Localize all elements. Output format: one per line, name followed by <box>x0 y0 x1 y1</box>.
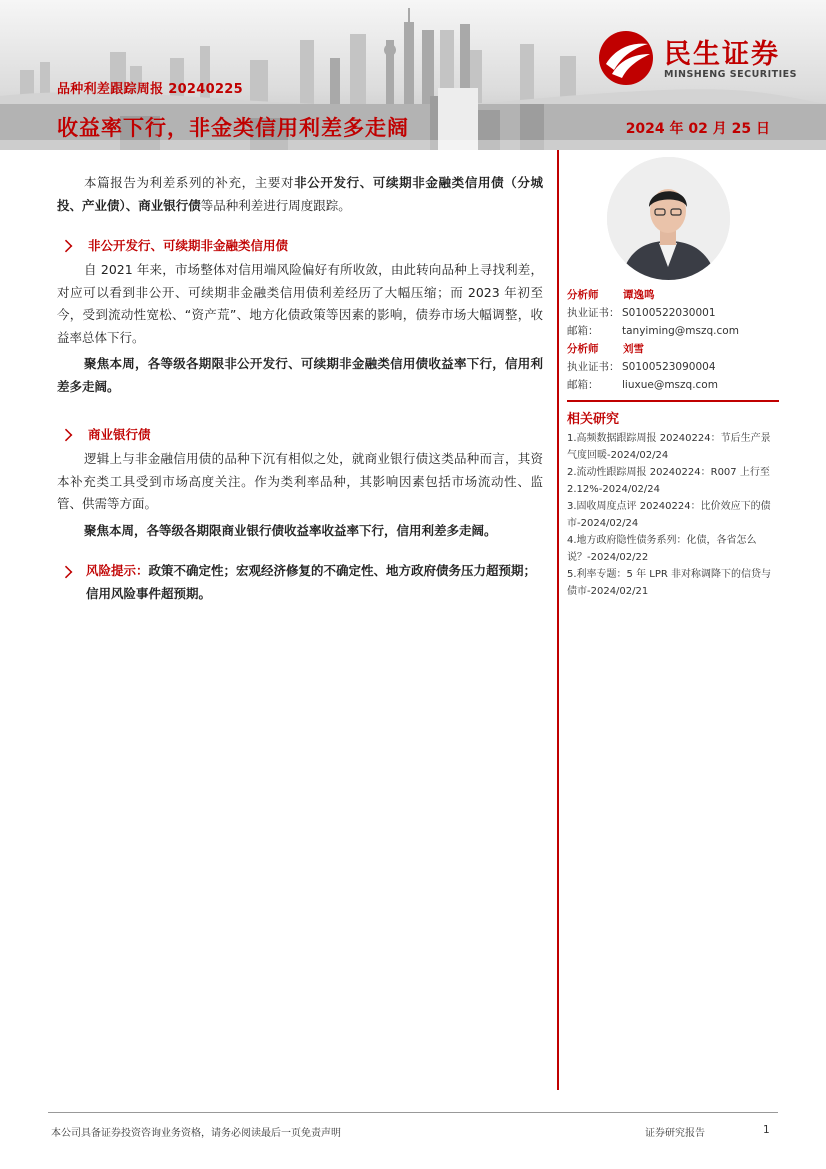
analyst-info: 分析师 谭逸鸣 执业证书： S0100522030001 邮箱： tanyiming@mszq.com 分析师 刘雪 执业证书： S0100523090004 邮箱： liuxue@mszq.com <box>567 286 787 394</box>
risk-text: 政策不确定性；宏观经济修复的不确定性、地方政府债务压力超预期；信用风险事件超预期。 <box>86 563 537 601</box>
analyst-2-cert: S0100523090004 <box>622 361 716 373</box>
section2-paragraph: 逻辑上与非金融信用债的品种下沉有相似之处，就商业银行债这类品种而言，其资本补充类工具受到市场高度关注。作为类利率品种，其影响因素包括市场流动性、监管、供需等方面。 <box>57 451 543 511</box>
main-content <box>57 172 543 605</box>
related-item[interactable]: 5.利率专题：5 年 LPR 非对称调降下的信贷与债市-2024/02/21 <box>567 569 771 597</box>
related-item[interactable]: 4.地方政府隐性债务系列：化债，各省怎么说？-2024/02/22 <box>567 535 757 563</box>
report-title: 收益率下行，非金类信用利差多走阔 <box>57 116 409 140</box>
analyst-1-name: 谭逸鸣 <box>623 289 655 301</box>
related-research-list <box>567 430 779 600</box>
analyst-2-name: 刘雪 <box>623 343 644 355</box>
section-heading-bank-bonds: 商业银行债 <box>57 424 543 446</box>
minsheng-logo-mark-icon <box>598 30 654 86</box>
header-banner <box>0 0 826 150</box>
section2-focus: 聚焦本周，各等级各期限商业银行债收益率收益率下行，信用利差多走阔。 <box>84 522 497 538</box>
analyst-2-name-row: 分析师 刘雪 <box>567 340 787 358</box>
analyst-avatar <box>607 157 730 280</box>
report-date: 2024 年 02 月 25 日 <box>625 121 770 137</box>
column-divider <box>557 150 559 1090</box>
logo-english-name: MINSHENG SECURITIES <box>664 69 797 80</box>
section-heading-private-perpetual: 非公开发行、可续期非金融类信用债 <box>57 235 543 257</box>
analyst-2-email[interactable]: liuxue@mszq.com <box>622 379 718 391</box>
related-item[interactable]: 2.流动性跟踪周报 20240224：R007 上行至 2.12%-2024/02/24 <box>567 467 770 495</box>
series-title: 品种利差跟踪周报 20240225 <box>57 82 243 97</box>
footer-disclaimer: 本公司具备证券投资咨询业务资格，请务必阅读最后一页免责声明 <box>51 1128 341 1139</box>
related-item[interactable]: 1.高频数据跟踪周报 20240224：节后生产景气度回暖-2024/02/24 <box>567 433 771 461</box>
chevron-right-icon <box>60 240 73 253</box>
footer-divider <box>48 1112 778 1113</box>
analyst-1-cert: S0100522030001 <box>622 307 716 319</box>
analyst-photo-icon <box>607 157 730 280</box>
analyst-1-email[interactable]: tanyiming@mszq.com <box>622 325 739 337</box>
risk-warning <box>57 560 543 605</box>
minsheng-logo <box>598 30 808 90</box>
logo-chinese-name: 民生证券 <box>664 39 780 70</box>
related-item[interactable]: 3.固收周度点评 20240224：比价效应下的债市-2024/02/24 <box>567 501 771 529</box>
section1-focus: 聚焦本周，各等级各期限非公开发行、可续期非金融类信用债收益率下行，信用利差多走阔。 <box>57 356 543 394</box>
risk-label: 风险提示： <box>86 563 149 578</box>
footer-report-type: 证券研究报告 <box>645 1128 705 1139</box>
section1-paragraph: 自 2021 年来，市场整体对信用端风险偏好有所收敛，由此转向品种上寻找利差，对应可以看到非公开、可续期非金融类信用债利差经历了大幅压缩；而 2023 年初至今，受到流动性宽松、“资产荒”、地方化债政策等因素的影响，债券市场大幅调整，收益率总体下行。 <box>57 262 543 345</box>
page-number: 1 <box>763 1124 770 1136</box>
intro-paragraph: 本篇报告为利差系列的补充，主要对非公开发行、可续期非金融类信用债（分城投、产业债）、商业银行债等品种利差进行周度跟踪。 <box>57 175 543 213</box>
analyst-1-name-row: 分析师 谭逸鸣 <box>567 286 787 304</box>
chevron-right-icon <box>60 429 73 442</box>
related-research-heading: 相关研究 <box>567 400 779 427</box>
chevron-right-icon <box>60 566 73 579</box>
